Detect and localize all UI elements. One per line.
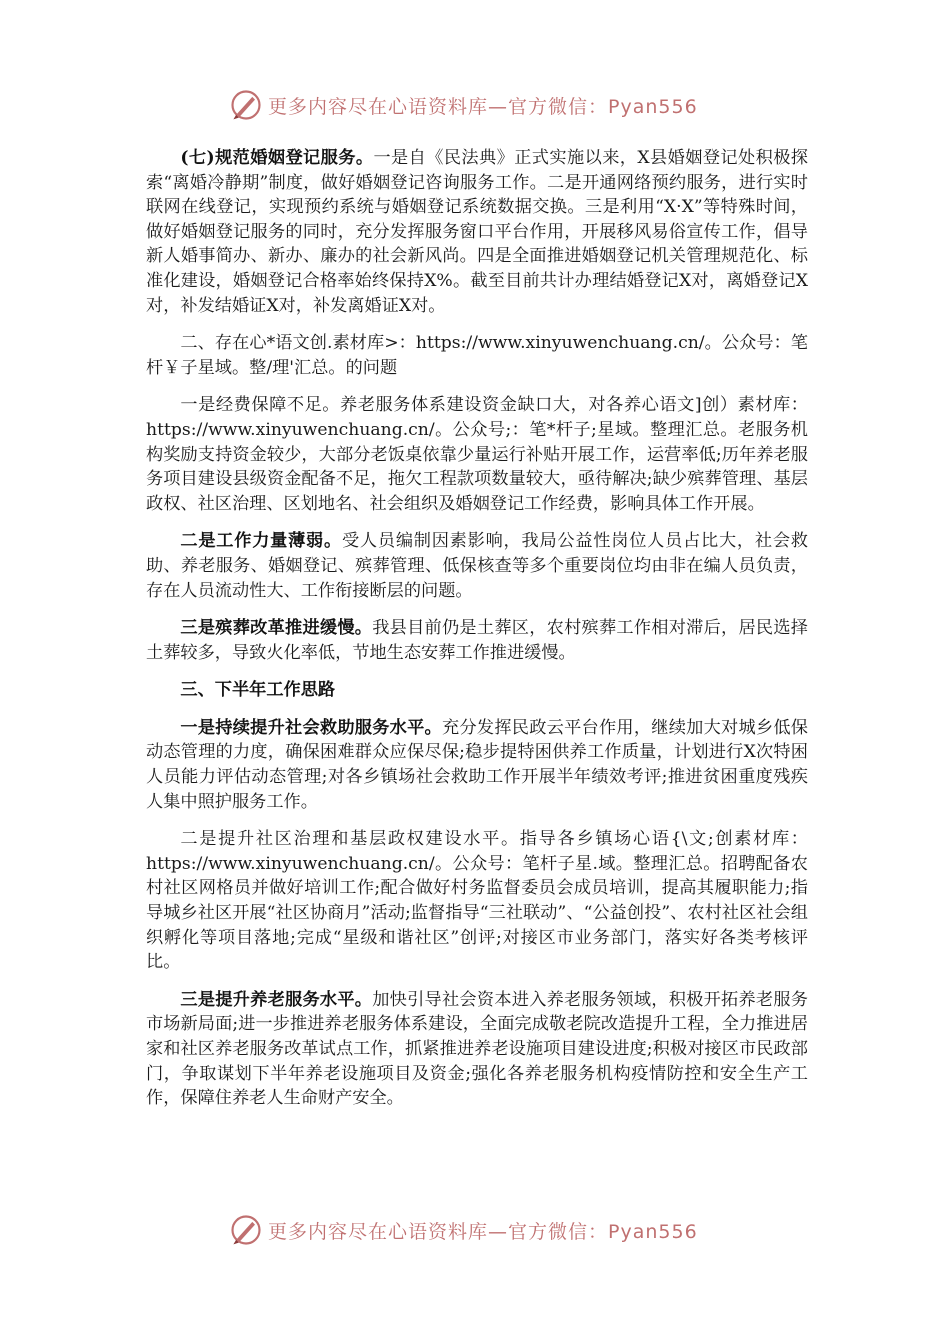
paragraph-body: 一是自《民法典》正式实施以来，X县婚姻登记处积极探索“离婚冷静期”制度，做好婚姻登记咨询服务工作。二是开通网络预约服务，进行实时联网在线登记，实现预约系统与婚姻登记系统数据交换。三是利用“X·X”等特殊时间，做好婚姻登记服务的同时，充分发挥服务窗口平台作用，开展移风易俗宣传工作，倡导新人婚事简办、新办、廉办的社会新风尚。四是全面推进婚姻登记机关管理规范化、标准化建设，婚姻登记合格率始终保持X%。截至目前共计办理结婚登记X对，离婚登记X对，补发结婚证X对，补发离婚证X对。 (146, 148, 808, 316)
paragraph (146, 146, 808, 318)
paragraph-body: 一是经费保障不足。养老服务体系建设资金缺口大，对各养心语文]创）素材库：https://www.xinyuwenchuang.cn/。公众号;：笔*杆子;星域。整理汇总。老服务机构奖励支持资金较少，大部分老饭桌依靠少量运行补贴开展工作，运营率低;历年养老服务项目建设县级资金配备不足，拖欠工程款项数量较大，亟待解决;缺少殡葬管理、基层政权、社区治理、区划地名、社会组织及婚姻登记工作经费，影响具体工作开展。 (146, 395, 808, 514)
header-banner (228, 85, 748, 125)
paragraph-lead: 二是工作力量薄弱。 (180, 531, 342, 552)
paragraph-lead: 一是持续提升社会救助服务水平。 (180, 717, 442, 738)
paragraph (146, 988, 808, 1111)
paragraph (146, 716, 808, 814)
heading-text: 三、下半年工作思路 (180, 680, 336, 701)
paragraph-lead: 三是提升养老服务水平。 (180, 989, 373, 1010)
paragraph-lead: (七)规范婚姻登记服务。 (180, 148, 374, 168)
section-heading (146, 678, 808, 703)
banner-text: 更多内容尽在心语资料库—官方微信：Pyan556 (268, 95, 698, 118)
footer-banner (228, 1210, 748, 1250)
paragraph (146, 616, 808, 665)
paragraph (146, 529, 808, 603)
paragraph-body: 二是提升社区治理和基层政权建设水平。指导各乡镇场心语{\文;创素材库：https://www.xinyuwenchuang.cn/。公众号：笔杆子星.域。整理汇总。招聘配备农村社区网格员并做好培训工作;配合做好村务监督委员会成员培训，提高其履职能力;指导城乡社区开展“社区协商月”活动;监督指导“三社联动”、“公益创投”、农村社区社会组织孵化等项目落地;完成“星级和谐社区”创评;对接区市业务部门，落实好各类考核评比。 (146, 829, 808, 973)
pen-logo-icon (228, 1212, 264, 1248)
pen-logo-icon (228, 87, 264, 123)
paragraph-body: 受人员编制因素影响，我局公益性岗位人员占比大，社会救助、养老服务、婚姻登记、殡葬管理、低保核查等多个重要岗位均由非在编人员负责，存在人员流动性大、工作衔接断层的问题。 (146, 531, 808, 601)
document-body (146, 146, 808, 1124)
paragraph-body: 我县目前仍是土葬区，农村殡葬工作相对滞后，居民选择土葬较多，导致火化率低，节地生态安葬工作推进缓慢。 (146, 618, 808, 663)
paragraph-body: 加快引导社会资本进入养老服务领域，积极开拓养老服务市场新局面;进一步推进养老服务体系建设，全面完成敬老院改造提升工程，全力推进居家和社区养老服务改革试点工作，抓紧推进养老设施项目建设进度;积极对接区市民政部门，争取谋划下半年养老设施项目及资金;强化各养老服务机构疫情防控和安全生产工作，保障住养老人生命财产安全。 (146, 989, 808, 1109)
banner-text: 更多内容尽在心语资料库—官方微信：Pyan556 (268, 1220, 698, 1243)
paragraph (146, 331, 808, 380)
paragraph (146, 827, 808, 975)
paragraph-body: 二、存在心*语文创.素材库>：https://www.xinyuwenchuang.cn/。公众号：笔杆￥子星域。整/理'汇总。的问题 (146, 333, 808, 378)
paragraph-lead: 三是殡葬改革推进缓慢。 (180, 618, 373, 639)
paragraph (146, 393, 808, 516)
paragraph-body: 充分发挥民政云平台作用，继续加大对城乡低保动态管理的力度，确保困难群众应保尽保;稳步提特困供养工作质量，计划进行X次特困人员能力评估动态管理;对各乡镇场社会救助工作开展半年绩效考评;推进贫困重度残疾人集中照护服务工作。 (146, 717, 808, 812)
